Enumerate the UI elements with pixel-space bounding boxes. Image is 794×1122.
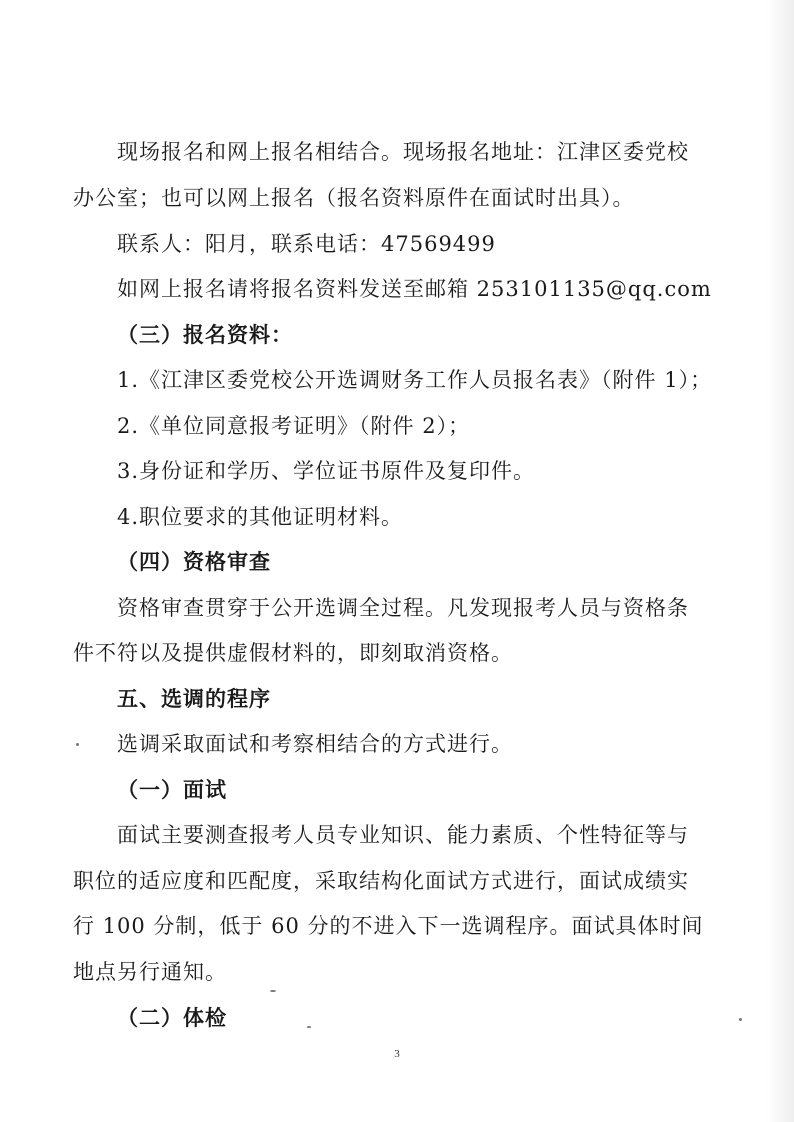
paragraph-registration-method-line-1: 现场报名和网上报名相结合。现场报名地址：江津区委党校 xyxy=(117,140,689,164)
section-heading-qualification-review: （四）资格审查 xyxy=(117,549,271,574)
paragraph-interview-line-4: 地点另行通知。 xyxy=(73,960,227,984)
paragraph-interview-line-1: 面试主要测查报考人员专业知识、能力素质、个性特征等与 xyxy=(117,823,689,847)
section-heading-registration-materials: （三）报名资料： xyxy=(117,322,293,347)
paragraph-registration-method-line-2: 办公室；也可以网上报名（报名资料原件在面试时出具）。 xyxy=(73,186,635,210)
section-heading-interview: （一）面试 xyxy=(117,777,227,802)
material-item-4: 4.职位要求的其他证明材料。 xyxy=(117,505,404,529)
scan-speck xyxy=(76,743,79,746)
paragraph-selection-method: 选调采取面试和考察相结合的方式进行。 xyxy=(117,732,513,756)
paragraph-qualification-review-line-1: 资格审查贯穿于公开选调全过程。凡发现报考人员与资格条 xyxy=(117,596,689,620)
scan-speck xyxy=(270,990,276,992)
paragraph-interview-line-2: 职位的适应度和匹配度，采取结构化面试方式进行，面试成绩实 xyxy=(73,869,689,893)
paragraph-qualification-review-line-2: 件不符以及提供虚假材料的，即刻取消资格。 xyxy=(73,641,513,665)
page-number: 3 xyxy=(394,1048,400,1060)
scan-speck xyxy=(739,1018,742,1021)
scan-edge-shadow xyxy=(766,0,794,1122)
material-item-1: 1.《江津区委党校公开选调财务工作人员报名表》（附件 1）； xyxy=(117,368,713,392)
email-instruction-line: 如网上报名请将报名资料发送至邮箱 253101135@qq.com xyxy=(117,277,712,301)
contact-person-line: 联系人：阳月，联系电话：47569499 xyxy=(117,232,496,256)
section-heading-physical-exam: （二）体检 xyxy=(117,1005,227,1030)
material-item-3: 3.身份证和学历、学位证书原件及复印件。 xyxy=(117,459,536,483)
paragraph-interview-line-3: 行 100 分制，低于 60 分的不进入下一选调程序。面试具体时间 xyxy=(73,914,704,938)
scan-speck xyxy=(307,1026,311,1028)
material-item-2: 2.《单位同意报考证明》（附件 2）； xyxy=(117,414,471,438)
section-heading-selection-procedure: 五、选调的程序 xyxy=(117,686,271,711)
